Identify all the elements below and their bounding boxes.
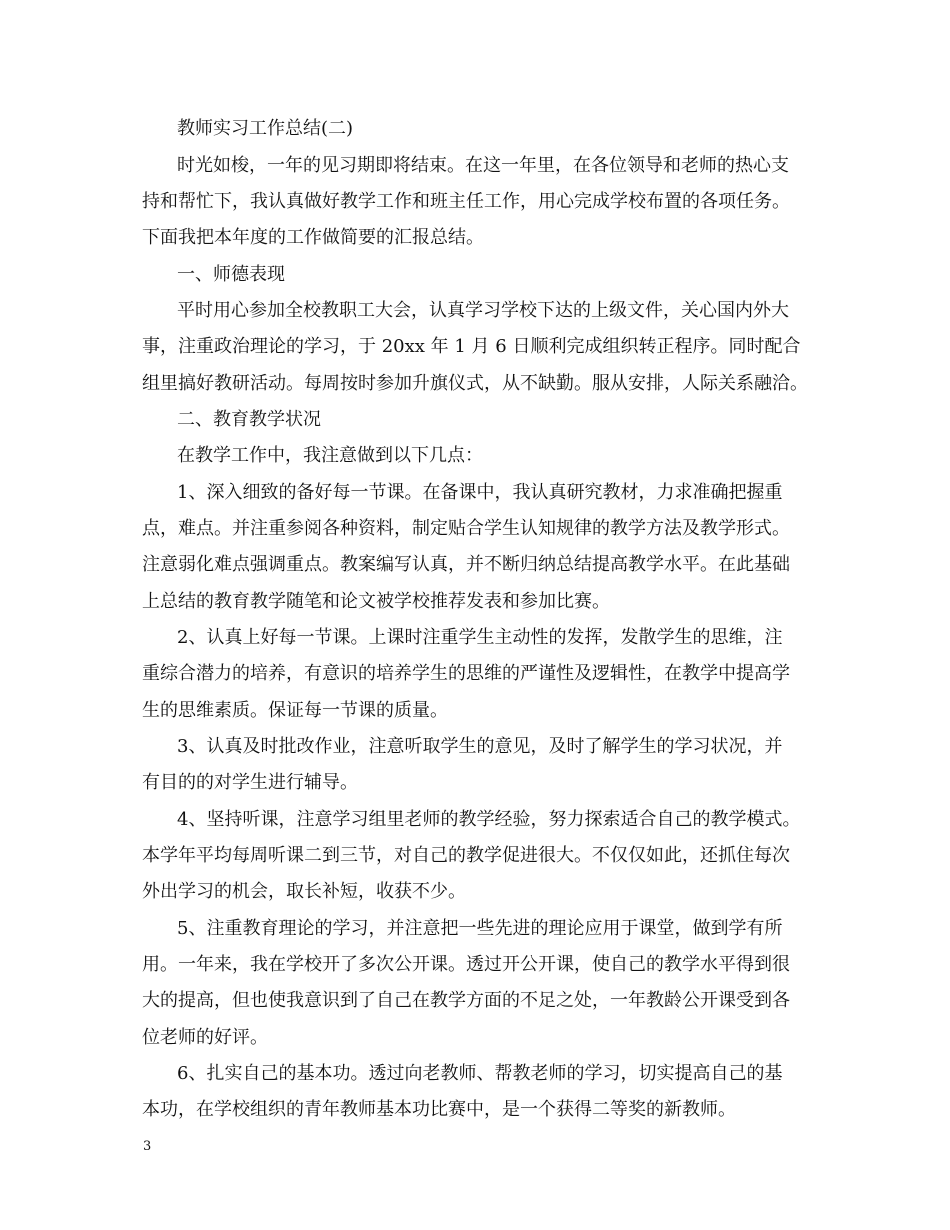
paragraph-line: 大的提高，但也使我意识到了自己在教学方面的不足之处，一年教龄公开课受到各 xyxy=(142,990,790,1011)
document-title: 教师实习工作总结(二) xyxy=(177,118,354,139)
paragraph-line: 用。一年来，我在学校开了多次公开课。透过开公开课，使自己的教学水平得到很 xyxy=(142,954,790,975)
paragraph-line: 注意弱化难点强调重点。教案编写认真，并不断归纳总结提高教学水平。在此基础 xyxy=(142,554,790,575)
paragraph-line: 点，难点。并注重参阅各种资料，制定贴合学生认知规律的教学方法及教学形式。 xyxy=(142,518,790,539)
paragraph-line: 5、注重教育理论的学习，并注意把一些先进的理论应用于课堂，做到学有所 xyxy=(177,918,783,939)
paragraph-line: 2、认真上好每一节课。上课时注重学生主动性的发挥，发散学生的思维，注 xyxy=(177,627,783,648)
section-heading: 二、教育教学状况 xyxy=(177,409,321,430)
paragraph-line: 1、深入细致的备好每一节课。在备课中，我认真研究教材，力求准确把握重 xyxy=(177,482,783,503)
section-heading: 一、师德表现 xyxy=(177,264,285,285)
paragraph-line: 6、扎实自己的基本功。透过向老教师、帮教老师的学习，切实提高自己的基 xyxy=(177,1063,783,1084)
paragraph-line: 重综合潜力的培养，有意识的培养学生的思维的严谨性及逻辑性，在教学中提高学 xyxy=(142,663,790,684)
paragraph-line: 在教学工作中，我注意做到以下几点： xyxy=(177,445,483,466)
paragraph-line: 平时用心参加全校教职工大会，认真学习学校下达的上级文件，关心国内外大 xyxy=(177,300,789,321)
paragraph-line: 生的思维素质。保证每一节课的质量。 xyxy=(142,700,448,721)
paragraph-line: 有目的的对学生进行辅导。 xyxy=(142,772,358,793)
paragraph-line: 下面我把本年度的工作做简要的汇报总结。 xyxy=(142,227,484,248)
paragraph-line: 事，注重政治理论的学习，于 20xx 年 1 月 6 日顺利完成组织转正程序。同时配合 xyxy=(142,336,801,357)
paragraph-line: 外出学习的机会，取长补短，收获不少。 xyxy=(142,881,466,902)
paragraph-line: 持和帮忙下，我认真做好教学工作和班主任工作，用心完成学校布置的各项任务。 xyxy=(142,191,790,212)
paragraph-line: 4、坚持听课，注意学习组里老师的教学经验，努力探索适合自己的教学模式。 xyxy=(177,809,801,830)
paragraph-line: 位老师的好评。 xyxy=(142,1027,268,1048)
paragraph-line: 上总结的教育教学随笔和论文被学校推荐发表和参加比赛。 xyxy=(142,591,610,612)
page-number: 3 xyxy=(143,1139,152,1154)
paragraph-line: 本功，在学校组织的青年教师基本功比赛中，是一个获得二等奖的新教师。 xyxy=(142,1099,736,1120)
paragraph-line: 组里搞好教研活动。每周按时参加升旗仪式，从不缺勤。服从安排，人际关系融洽。 xyxy=(142,373,808,394)
paragraph-line: 本学年平均每周听课二到三节，对自己的教学促进很大。不仅仅如此，还抓住每次 xyxy=(142,845,790,866)
paragraph-line: 3、认真及时批改作业，注意听取学生的意见，及时了解学生的学习状况，并 xyxy=(177,736,783,757)
paragraph-line: 时光如梭，一年的见习期即将结束。在这一年里，在各位领导和老师的热心支 xyxy=(177,155,789,176)
